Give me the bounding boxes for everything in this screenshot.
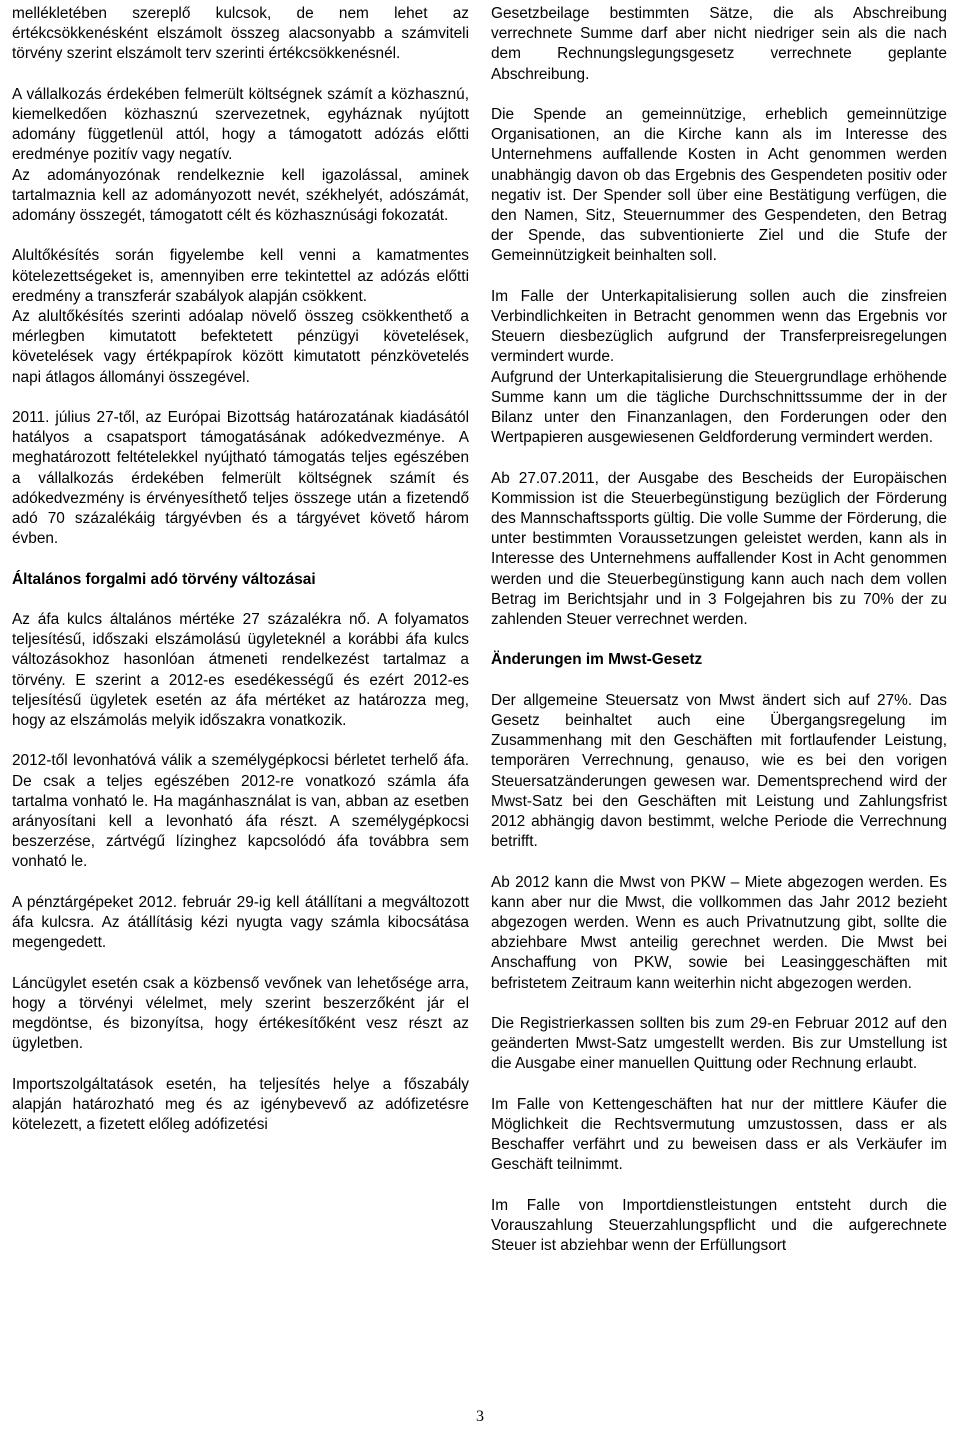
paragraph: Ab 27.07.2011, der Ausgabe des Bescheids der Europäischen Kommission ist die Steuerbegünstigung bezüglich der Förderung des Mannschaftssports gültig. Die volle Summe der Förderung, die unter bestimmten Voraussetzungen geleistet werden, kann als in Interesse des Unternehmens auffallender Kost in Acht genommen werden und die Steuerbegünstigung kann auch nach dem vollen Betrag im Berichtsjahr und in 3 Folgejahren bis zu 70% der zu zahlenden Steuer verrechnet werden.	[491, 469, 947, 629]
left-column-hungarian	[12, 4, 469, 1135]
paragraph: Láncügylet esetén csak a közbenső vevőnek van lehetősége arra, hogy a törvényi vélelmet, mely szerint beszerzőként jár el megdöntse, és bizonyítsa, hogy értékesítőként vesz részt az ügyletben.	[12, 974, 469, 1053]
paragraph: Die Spende an gemeinnützige, erheblich gemeinnützige Organisationen, an die Kirche kann als im Interesse des Unternehmens auffallende Kosten in Acht genommen werden unabhängig davon ob das Ergebnis des Gespendeten positiv oder negativ ist. Der Spender soll über eine Bestätigung verfügen, die den Namen, Sitz, Steuernummer des Gespendeten, den Betrag der Spende, das subventionierte Ziel und die Stufe der Gemeinnützigkeit beinhalten soll.	[491, 106, 947, 265]
paragraph: Az áfa kulcs általános mértéke 27 százalékra nő. A folyamatos teljesítésű, időszaki elszámolású ügyleteknél a korábbi áfa kulcs változásokhoz hasonlóan átmeneti rendelkezést tartalmaz a törvény. E szerint a 2012-es esedékességű és ezért 2012-es teljesítésű ügyletek esetén az áfa mértéket az határozza meg, hogy az elszámolás melyik időszakra vonatkozik.	[12, 611, 469, 730]
paragraph: Az adományozónak rendelkeznie kell igazolással, aminek tartalmaznia kell az adományozott nevét, székhelyét, adószámát, adomány összegét, támogatott célt és közhasznúsági fokozatát.	[12, 166, 469, 225]
paragraph: A vállalkozás érdekében felmerült költségnek számít a közhasznú, kiemelkedően közhasznú szervezetnek, egyháznak nyújtott adomány függetlenül attól, hogy a támogatott adózás előtti eredménye pozitív vagy negatív.	[12, 85, 469, 164]
paragraph: Importszolgáltatások esetén, ha teljesítés helye a főszabály alapján határozható meg és az igénybevevő az adófizetésre kötelezett, a fizetett előleg adófizetési	[12, 1075, 469, 1134]
section-heading: Änderungen im Mwst-Gesetz	[491, 651, 703, 669]
paragraph: Die Registrierkassen sollten bis zum 29-en Februar 2012 auf den geänderten Mwst-Satz umgestellt werden. Bis zur Umstellung ist die Ausgabe einer manuellen Quittung oder Rechnung erlaubt.	[491, 1015, 947, 1073]
page-number: 3	[476, 1408, 484, 1425]
paragraph: Az alultőkésítés szerinti adóalap növelő összeg csökkenthető a mérlegben kimutatott befektetett pénzügyi követelések, követelések vagy értékpapírok között kimutatott pénzkövetelés napi átlagos állományi összegével.	[12, 308, 469, 386]
paragraph: Der allgemeine Steuersatz von Mwst ändert sich auf 27%. Das Gesetz beinhaltet auch eine Übergangsregelung im Zusammenhang mit den Geschäften mit fortlaufender Leistung, temporären Verrechnung, genauso, wie es bei den vorigen Steuersatzänderungen gewesen war. Dementsprechend wird der Mwst-Satz bei den Geschäften mit Leistung und Zahlungsfrist 2012 abhängig davon bestimmt, welche Periode die Verrechnung betrifft.	[491, 691, 947, 851]
paragraph: Aufgrund der Unterkapitalisierung die Steuergrundlage erhöhende Summe kann um die tägliche Durchschnittssumme der in der Bilanz unter den Finanzanlagen, den Forderungen oder den Wertpapieren ausgewiesenen Geldforderung vermindert werden.	[491, 368, 947, 447]
paragraph: Ab 2012 kann die Mwst von PKW – Miete abgezogen werden. Es kann aber nur die Mwst, die vollkommen das Jahr 2012 bezieht abgezogen werden. Wenn es auch Privatnutzung gibt, sollte die abziehbare Mwst anteilig gerechnet werden. Die Mwst bei Anschaffung von PKW, sowie bei Leasinggeschäften mit befristetem Zeitraum kann weiterhin nicht abgezogen werden.	[491, 873, 947, 992]
paragraph: Gesetzbeilage bestimmten Sätze, die als Abschreibung verrechnete Summe darf aber nicht niedriger sein als die nach dem Rechnungslegungsgesetz verrechnete geplante Abschreibung.	[491, 5, 947, 83]
section-heading: Általános forgalmi adó törvény változásai	[12, 570, 316, 588]
right-column-german	[491, 4, 947, 1256]
paragraph: A pénztárgépeket 2012. február 29-ig kell átállítani a megváltozott áfa kulcsra. Az átállításig kézi nyugta vagy számla kibocsátása megengedett.	[12, 893, 469, 952]
paragraph: 2012-től levonhatóvá válik a személygépkocsi bérletet terhelő áfa. De csak a teljes egészében 2012-re vonatkozó számla áfa tartalma vonható le. Ha magánhasználat is van, abban az esetben arányosítani kell a levonható áfa részt. A személygépkocsi beszerzése, zártvégű lízinghez kapcsolódó áfa továbbra sem vonható le.	[12, 752, 469, 871]
paragraph: Im Falle von Importdienstleistungen entsteht durch die Vorauszahlung Steuerzahlungspflicht und die aufgerechnete Steuer ist abziehbar wenn der Erfüllungsort	[491, 1196, 947, 1255]
paragraph: Alultőkésítés során figyelembe kell venni a kamatmentes kötelezettségeket is, amennyiben erre tekintettel az adózás előtti eredmény a transzferár szabályok alapján csökkent.	[12, 247, 469, 305]
paragraph: Im Falle der Unterkapitalisierung sollen auch die zinsfreien Verbindlichkeiten in Betracht genommen wenn das Ergebnis vor Steuern diesbezüglich aufgrund der Transferpreisregelungen vermindert wurde.	[491, 287, 947, 366]
paragraph: 2011. július 27-től, az Európai Bizottság határozatának kiadásától hatályos a csapatsport támogatásának adókedvezménye. A meghatározott feltételekkel nyújtható támogatás teljes egészében a vállalkozás érdekében felmerült költségnek számít és adókedvezmény is érvényesíthető teljes összege után a fizetendő adó 70 százalékáig tárgyévben és a tárgyévet követő három évben.	[12, 409, 469, 548]
paragraph: mellékletében szereplő kulcsok, de nem lehet az értékcsökkenésként elszámolt összeg alacsonyabb a számviteli törvény szerint elszámolt terv szerinti értékcsökkenésnél.	[12, 5, 469, 63]
paragraph: Im Falle von Kettengeschäften hat nur der mittlere Käufer die Möglichkeit die Rechtsvermutung umzustossen, dass er als Beschaffer verfährt und zu beweisen dass er als Verkäufer im Geschäft teilnimmt.	[491, 1095, 947, 1174]
